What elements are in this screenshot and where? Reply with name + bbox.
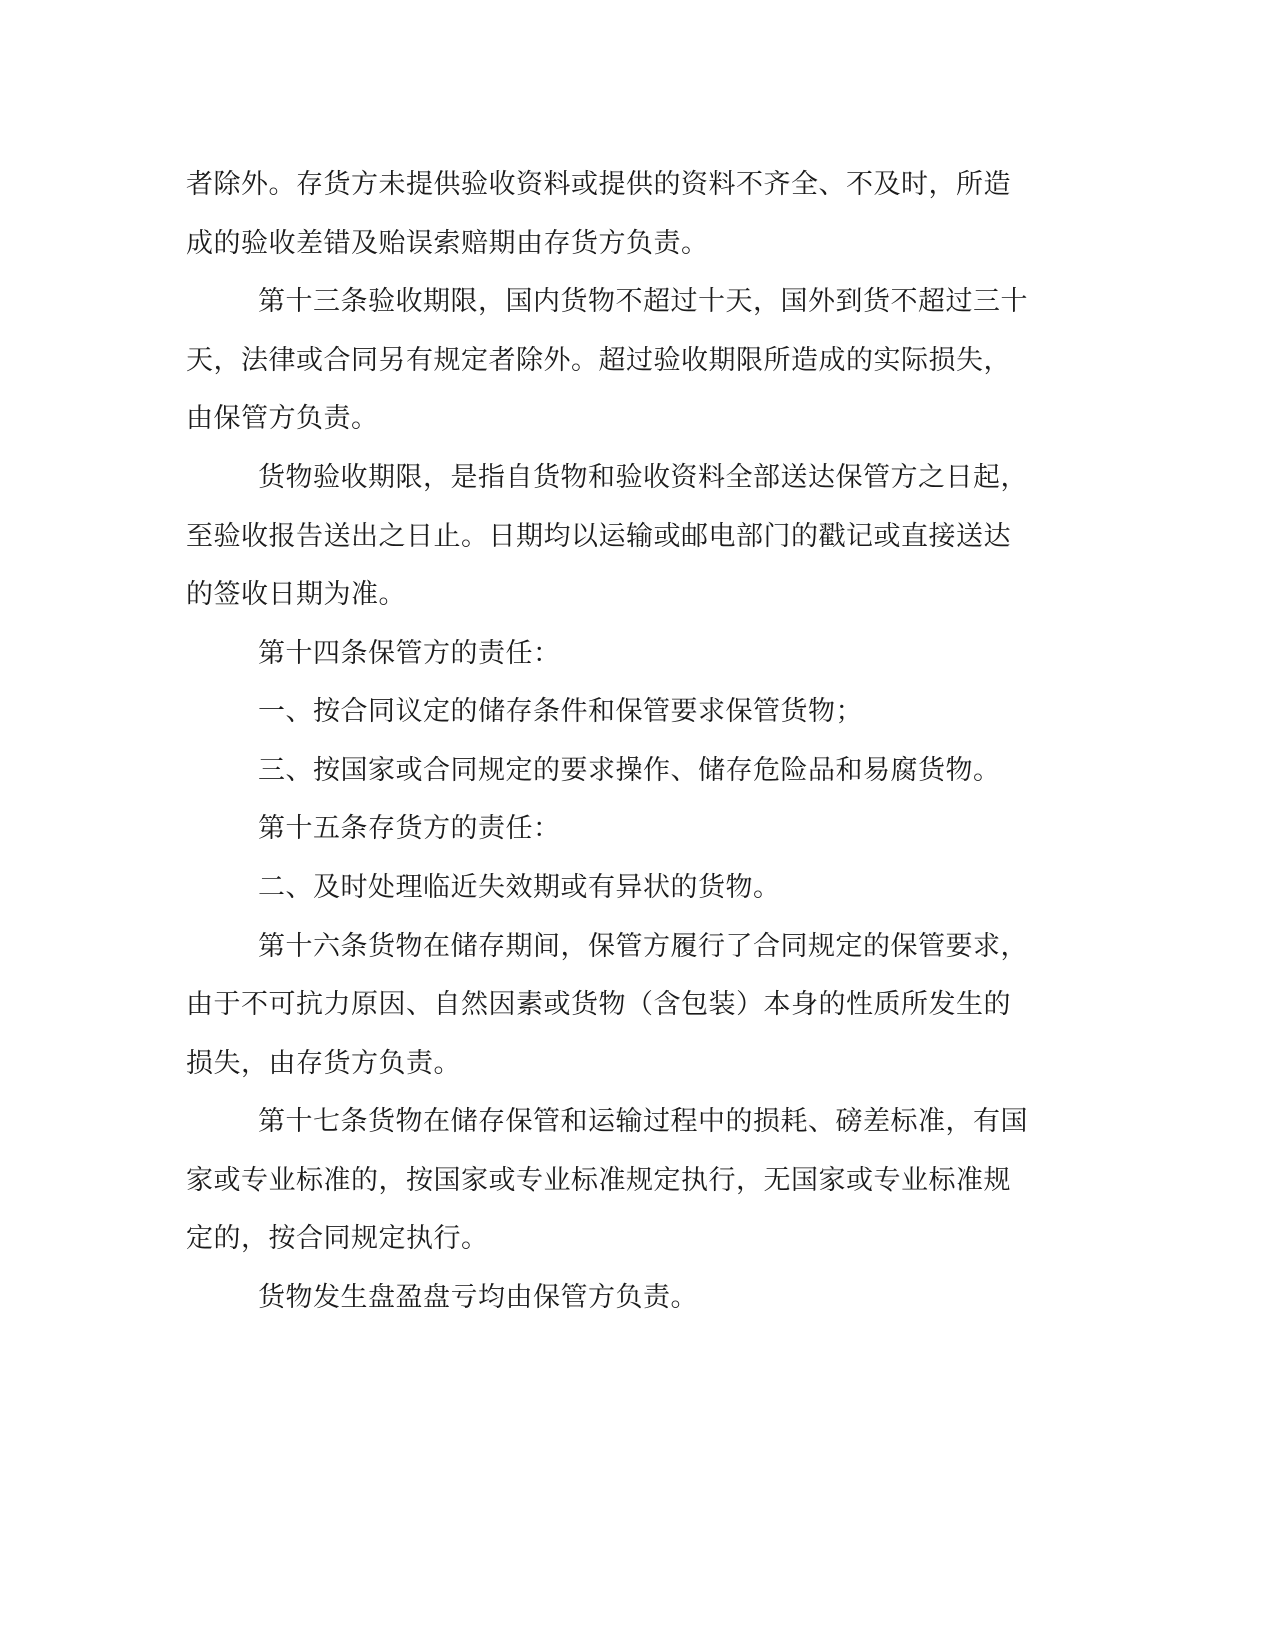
article-heading <box>0 634 1275 674</box>
article-heading <box>0 809 1275 849</box>
line-text: 的签收日期为准。 <box>186 579 406 610</box>
list-item <box>0 692 1275 732</box>
line-text: 第十六条货物在储存期间，保管方履行了合同规定的保管要求， <box>258 931 1028 962</box>
text-line <box>0 985 1275 1025</box>
line-text: 货物发生盘盈盘亏均由保管方负责。 <box>258 1282 698 1313</box>
line-text: 第十三条验收期限，国内货物不超过十天，国外到货不超过三十 <box>258 286 1028 317</box>
paragraph-first-line <box>0 282 1275 322</box>
text-line <box>0 517 1275 557</box>
line-text: 第十七条货物在储存保管和运输过程中的损耗、磅差标准，有国 <box>258 1106 1028 1137</box>
text-line <box>0 1044 1275 1084</box>
line-text: 三、按国家或合同规定的要求操作、储存危险品和易腐货物。 <box>258 755 1001 786</box>
line-text: 二、及时处理临近失效期或有异状的货物。 <box>258 872 781 903</box>
text-line <box>0 224 1275 264</box>
text-line <box>0 341 1275 381</box>
line-text: 货物验收期限，是指自货物和验收资料全部送达保管方之日起， <box>258 462 1028 493</box>
text-line <box>0 399 1275 439</box>
paragraph-first-line <box>0 927 1275 967</box>
line-text: 由保管方负责。 <box>186 403 379 434</box>
line-text: 第十四条保管方的责任： <box>258 638 561 669</box>
line-text: 一、按合同议定的储存条件和保管要求保管货物； <box>258 696 863 727</box>
line-text: 天，法律或合同另有规定者除外。超过验收期限所造成的实际损失， <box>186 345 1011 376</box>
list-item <box>0 751 1275 791</box>
paragraph-first-line <box>0 1278 1275 1318</box>
line-text: 家或专业标准的，按国家或专业标准规定执行，无国家或专业标准规 <box>186 1165 1011 1196</box>
paragraph-first-line <box>0 1102 1275 1142</box>
text-line <box>0 575 1275 615</box>
text-line <box>0 1219 1275 1259</box>
line-text: 成的验收差错及贻误索赔期由存货方负责。 <box>186 228 709 259</box>
text-line <box>0 165 1275 205</box>
line-text: 第十五条存货方的责任： <box>258 813 561 844</box>
text-line <box>0 1161 1275 1201</box>
line-text: 损失，由存货方负责。 <box>186 1048 461 1079</box>
line-text: 定的，按合同规定执行。 <box>186 1223 489 1254</box>
line-text: 由于不可抗力原因、自然因素或货物（含包装）本身的性质所发生的 <box>186 989 1011 1020</box>
list-item <box>0 868 1275 908</box>
paragraph-first-line <box>0 458 1275 498</box>
line-text: 至验收报告送出之日止。日期均以运输或邮电部门的戳记或直接送达 <box>186 521 1011 552</box>
line-text: 者除外。存货方未提供验收资料或提供的资料不齐全、不及时，所造 <box>186 169 1011 200</box>
